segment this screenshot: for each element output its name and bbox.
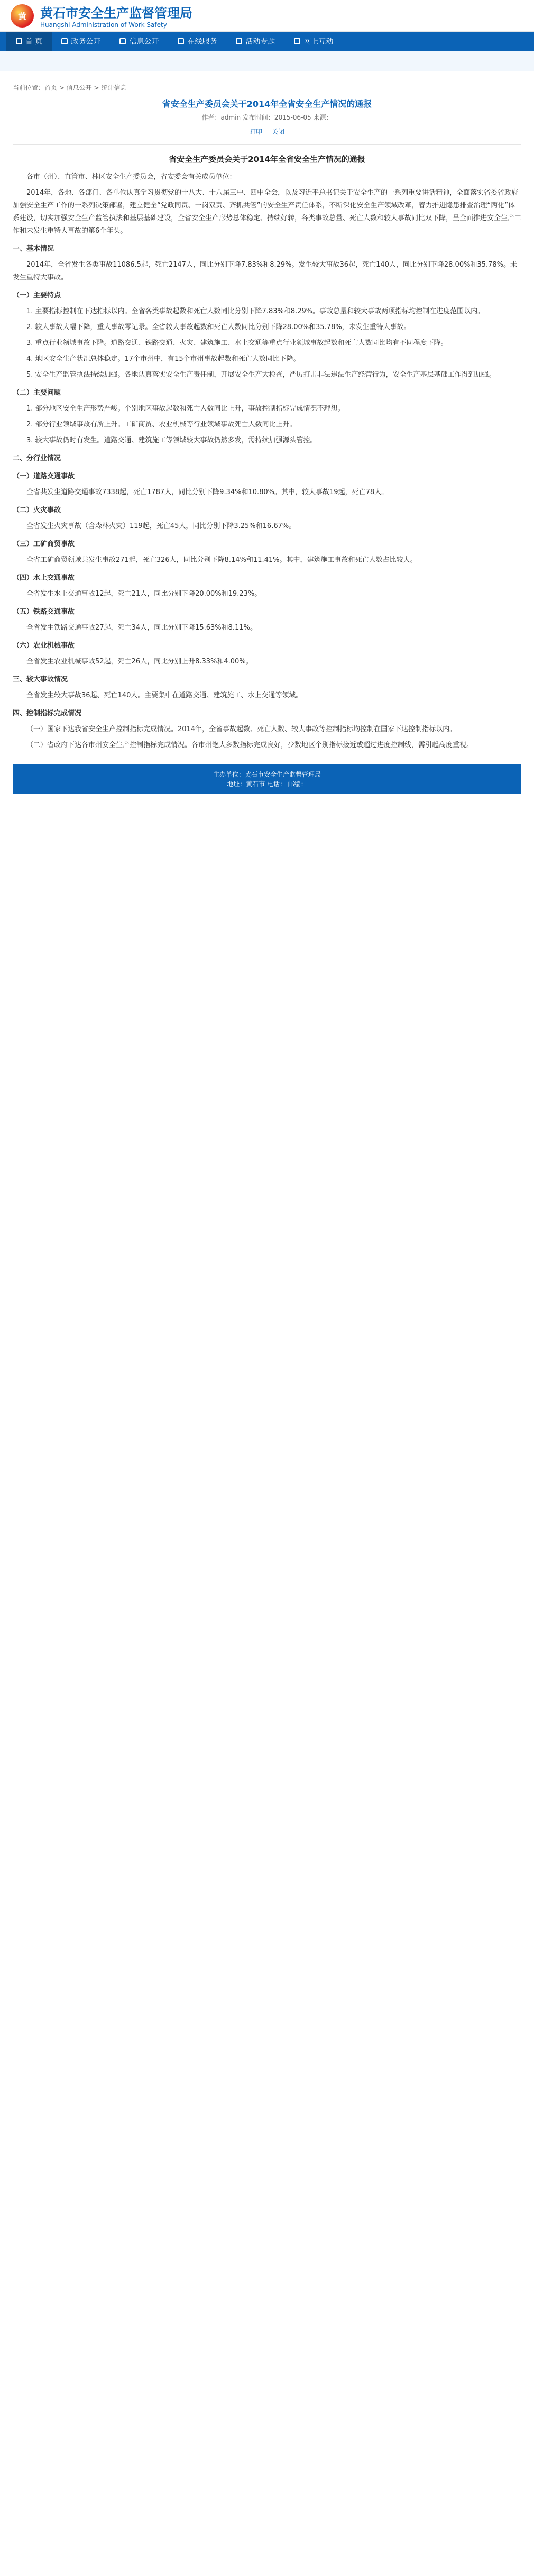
site-title [40, 3, 192, 29]
top-header [0, 0, 534, 32]
article-paragraph: 全省共发生道路交通事故7338起，死亡1787人，同比分别下降9.34%和10.80%。其中，较大事故19起，死亡78人。 [26, 488, 389, 496]
article-paragraph: 5. 安全生产监管执法持续加强。各地认真落实安全生产责任制，开展安全生产大检查，严厉打击非法违法生产经营行为，安全生产基层基础工作得到加强。 [26, 371, 496, 379]
site-title-cn: 黄石市安全生产监督管理局 [40, 6, 192, 21]
article-paragraph: 全省发生水上交通事故12起，死亡21人，同比分别下降20.00%和19.23%。 [26, 590, 262, 598]
sub-nav-bar [0, 51, 534, 71]
article-actions [13, 127, 521, 136]
nav-public-affairs[interactable] [52, 32, 110, 51]
service-icon [178, 38, 184, 44]
article-paragraph: 3. 较大事故仍时有发生。道路交通、建筑施工等领域较大事故仍然多发，需持续加强源头管控。 [26, 436, 317, 444]
main-nav [0, 32, 534, 51]
site-title-en: Huangshi Administration of Work Safety [40, 21, 167, 29]
nav-online-service[interactable] [168, 32, 226, 51]
article-paragraph: 全省工矿商贸领域共发生事故271起，死亡326人，同比分别下降8.14%和11.41%。其中，建筑施工事故和死亡人数占比较大。 [26, 556, 417, 564]
breadcrumb: 当前位置：首页 > 信息公开 > 统计信息 [13, 84, 127, 92]
article-paragraph: 2. 部分行业领域事故有所上升。工矿商贸、农业机械等行业领域事故死亡人数同比上升。 [26, 421, 297, 429]
article-paragraph: 全省发生铁路交通事故27起，死亡34人，同比分别下降15.63%和8.11%。 [26, 624, 257, 632]
section-heading: （一）道路交通事故 [13, 472, 75, 480]
section-heading: （四）水上交通事故 [13, 574, 75, 582]
section-heading: （二）主要问题 [13, 389, 61, 397]
nav-topics[interactable] [226, 32, 284, 51]
article-paragraph: 2014年，全省发生各类事故11086.5起，死亡2147人，同比分别下降7.83%和8.29%。发生较大事故36起，死亡140人，同比分别下降28.00%和35.78%。未发生重特大事故。 [13, 261, 518, 281]
article-paragraph: 2014年，各地、各部门、各单位认真学习贯彻党的十八大、十八届三中、四中全会，以及习近平总书记关于安全生产的一系列重要讲话精神，全面落实省委省政府加强安全生产工作的一系列决策部署，建立健全“党政同责、一岗双责、齐抓共管”的安全生产责任体系，不断深化安全生产领域改革，着力推进隐患排查治理“两化”体系建设，切实加强安全生产监管执法和基层基础建设，全省安全生产形势总体稳定、持续好转，各类事故总量、死亡人数和较大事故同比双下降，呈全面推进安全生产工作和未发生重特大事故的第6个年头。 [13, 189, 522, 235]
article-paragraph: 全省发生农业机械事故52起，死亡26人，同比分别上升8.33%和4.00%。 [26, 658, 253, 666]
nav-home-label: 首 页 [25, 38, 43, 46]
nav-home[interactable] [6, 32, 52, 51]
nav-online-service-label: 在线服务 [187, 38, 217, 46]
chat-icon [294, 38, 300, 44]
article-body [13, 171, 521, 752]
article-paragraph: 全省发生较大事故36起、死亡140人。主要集中在道路交通、建筑施工、水上交通等领域。 [26, 691, 303, 699]
topic-icon [236, 38, 242, 44]
nav-information[interactable] [110, 32, 168, 51]
logo-text: 黄 [17, 11, 26, 21]
doc-title: 省安全生产委员会关于2014年全省安全生产情况的通报 [169, 154, 365, 164]
divider [13, 144, 521, 145]
article-paragraph: 4. 地区安全生产状况总体稳定。17个市州中，有15个市州事故起数和死亡人数同比下降。 [26, 355, 300, 363]
article-paragraph: 全省发生火灾事故（含森林火灾）119起，死亡45人，同比分别下降3.25%和16.67%。 [26, 522, 296, 530]
section-heading: （二）火灾事故 [13, 506, 61, 514]
doc-icon [61, 38, 68, 44]
nav-information-label: 信息公开 [129, 38, 159, 46]
close-button[interactable]: 关闭 [272, 128, 285, 135]
article-paragraph: 各市（州）、直管市、林区安全生产委员会，省安委会有关成员单位： [26, 173, 236, 181]
section-heading: 三、较大事故情况 [13, 676, 68, 684]
section-heading: （三）工矿商贸事故 [13, 540, 75, 548]
section-heading: （六）农业机械事故 [13, 642, 75, 650]
section-heading: 一、基本情况 [13, 245, 54, 253]
article-paragraph: 1. 主要指标控制在下达指标以内。全省各类事故起数和死亡人数同比分别下降7.83%和8.29%。事故总量和较大事故两项指标均控制在进度范围以内。 [26, 307, 485, 315]
section-heading: （一）主要特点 [13, 292, 61, 299]
footer [13, 764, 521, 794]
nav-topics-label: 活动专题 [245, 38, 275, 46]
section-heading: （五）铁路交通事故 [13, 608, 75, 616]
print-button[interactable]: 打印 [249, 128, 262, 135]
footer-line-1: 主办单位：黄石市安全生产监督管理局 [213, 771, 321, 778]
nav-interaction-label: 网上互动 [303, 38, 334, 46]
article-paragraph: 1. 部分地区安全生产形势严峻。个别地区事故起数和死亡人数同比上升，事故控制指标完成情况不理想。 [26, 405, 345, 413]
site-logo [11, 4, 34, 28]
section-heading: 二、分行业情况 [13, 454, 61, 462]
article-paragraph: 3. 重点行业领域事故下降。道路交通、铁路交通、火灾、建筑施工、水上交通等重点行业领域事故起数和死亡人数同比均有不同程度下降。 [26, 339, 448, 347]
info-icon [119, 38, 126, 44]
section-heading: 四、控制指标完成情况 [13, 709, 82, 717]
nav-public-affairs-label: 政务公开 [71, 38, 101, 46]
article-paragraph: （二）省政府下达各市州安全生产控制指标完成情况。各市州绝大多数指标完成良好，少数地区个别指标接近或超过进度控制线，需引起高度重视。 [26, 741, 474, 749]
article-meta: 作者：admin 发布时间：2015-06-05 来源： [201, 114, 333, 121]
footer-line-2: 地址：黄石市 电话： 邮编： [227, 780, 307, 788]
home-icon [16, 38, 22, 44]
nav-interaction[interactable] [284, 32, 343, 51]
article-paragraph: （一）国家下达我省安全生产控制指标完成情况。2014年，全省事故起数、死亡人数、较大事故等控制指标均控制在国家下达控制指标以内。 [26, 725, 457, 733]
article-paragraph: 2. 较大事故大幅下降，重大事故零记录。全省较大事故起数和死亡人数同比分别下降28.00%和35.78%，未发生重特大事故。 [26, 323, 411, 331]
article-container [0, 71, 534, 807]
article-title: 省安全生产委员会关于2014年全省安全生产情况的通报 [162, 99, 372, 109]
